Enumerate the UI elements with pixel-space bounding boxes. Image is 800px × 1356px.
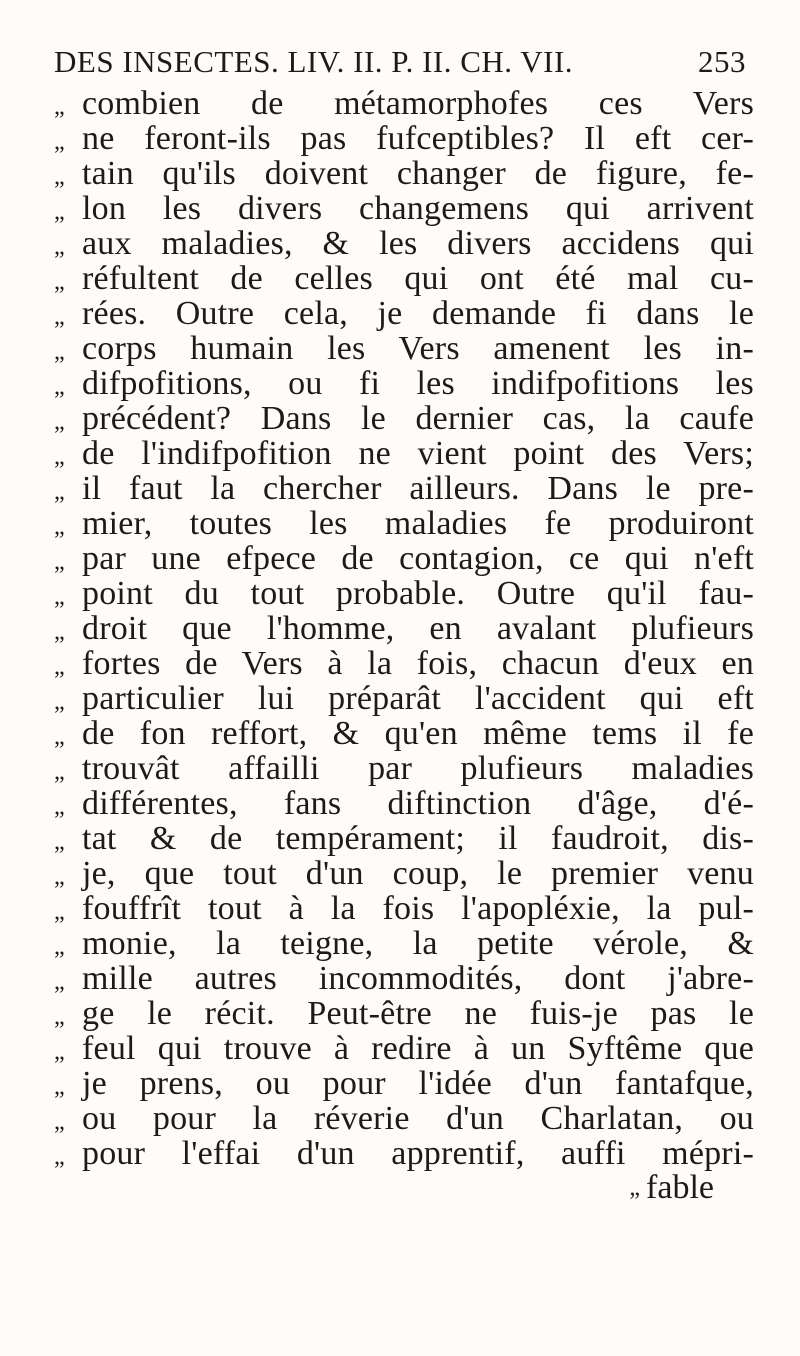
- quote-mark: „: [54, 164, 65, 190]
- book-page: [54, 42, 754, 1205]
- quote-mark: „: [54, 1074, 65, 1100]
- text-line: [54, 786, 754, 821]
- text-line: [54, 261, 754, 296]
- quote-mark: „: [54, 1109, 65, 1135]
- quote-mark: „: [54, 514, 65, 540]
- text-line: [54, 751, 754, 786]
- running-title: DES INSECTES. LIV. II. P. II. CH. VII.: [54, 44, 574, 79]
- body-text: [54, 86, 754, 1171]
- text-line: [54, 1031, 754, 1066]
- text-line: [54, 681, 754, 716]
- line-text: précédent? Dans le dernier cas, la caufe: [82, 400, 754, 437]
- line-text: il faut la chercher ailleurs. Dans le pre-: [82, 470, 754, 507]
- quote-mark: „: [54, 829, 65, 855]
- text-line: [54, 996, 754, 1031]
- line-text: de l'indifpofition ne vient point des Vers;: [82, 435, 754, 472]
- text-line: [54, 86, 754, 121]
- quote-mark: „: [629, 1175, 641, 1201]
- line-text: tain qu'ils doivent changer de figure, fe-: [82, 155, 754, 192]
- line-text: aux maladies, & les divers accidens qui: [82, 225, 754, 262]
- quote-mark: „: [54, 934, 65, 960]
- quote-mark: „: [54, 479, 65, 505]
- text-line: [54, 716, 754, 751]
- text-line: [54, 1066, 754, 1101]
- catchword-row: [54, 1171, 754, 1205]
- line-text: feul qui trouve à redire à un Syftême que: [82, 1030, 754, 1067]
- quote-mark: „: [54, 304, 65, 330]
- text-line: [54, 926, 754, 961]
- line-text: droit que l'homme, en avalant plufieurs: [82, 610, 754, 647]
- text-line: [54, 576, 754, 611]
- line-text: point du tout probable. Outre qu'il fau-: [82, 575, 754, 612]
- quote-mark: „: [54, 199, 65, 225]
- line-text: par une efpece de contagion, ce qui n'eft: [82, 540, 754, 577]
- line-text: monie, la teigne, la petite vérole, &: [82, 925, 754, 962]
- text-line: [54, 436, 754, 471]
- text-line: [54, 191, 754, 226]
- quote-mark: „: [54, 234, 65, 260]
- quote-mark: „: [54, 864, 65, 890]
- line-text: tat & de tempérament; il faudroit, dis-: [82, 820, 754, 857]
- quote-mark: „: [54, 1039, 65, 1065]
- line-text: rées. Outre cela, je demande fi dans le: [82, 295, 754, 332]
- text-line: [54, 296, 754, 331]
- text-line: [54, 331, 754, 366]
- text-line: [54, 541, 754, 576]
- line-text: fortes de Vers à la fois, chacun d'eux en: [82, 645, 754, 682]
- quote-mark: „: [54, 339, 65, 365]
- quote-mark: „: [54, 689, 65, 715]
- line-text: trouvât affailli par plufieurs maladies: [82, 750, 754, 787]
- quote-mark: „: [54, 724, 65, 750]
- text-line: [54, 891, 754, 926]
- quote-mark: „: [54, 549, 65, 575]
- text-line: [54, 1101, 754, 1136]
- quote-mark: „: [54, 1004, 65, 1030]
- quote-mark: „: [54, 584, 65, 610]
- text-line: [54, 646, 754, 681]
- quote-mark: „: [54, 759, 65, 785]
- line-text: ne feront-ils pas fufceptibles? Il eft cer-: [82, 120, 754, 157]
- line-text: pour l'effai d'un apprentif, auffi mépri-: [82, 1135, 754, 1172]
- text-line: [54, 1136, 754, 1171]
- catchword: fable: [646, 1169, 714, 1206]
- quote-mark: „: [54, 129, 65, 155]
- quote-mark: „: [54, 794, 65, 820]
- line-text: combien de métamorphofes ces Vers: [82, 85, 754, 122]
- line-text: différentes, fans diftinction d'âge, d'é-: [82, 785, 754, 822]
- line-text: réfultent de celles qui ont été mal cu-: [82, 260, 754, 297]
- quote-mark: „: [54, 619, 65, 645]
- page-number: 253: [698, 44, 746, 79]
- text-line: [54, 961, 754, 996]
- line-text: je prens, ou pour l'idée d'un fantafque,: [82, 1065, 754, 1102]
- text-line: [54, 121, 754, 156]
- quote-mark: „: [54, 654, 65, 680]
- quote-mark: „: [54, 94, 65, 120]
- text-line: [54, 366, 754, 401]
- quote-mark: „: [54, 969, 65, 995]
- line-text: fouffrît tout à la fois l'apopléxie, la pul-: [82, 890, 754, 927]
- text-line: [54, 611, 754, 646]
- text-line: [54, 471, 754, 506]
- quote-mark: „: [54, 899, 65, 925]
- quote-mark: „: [54, 374, 65, 400]
- quote-mark: „: [54, 444, 65, 470]
- line-text: je, que tout d'un coup, le premier venu: [82, 855, 754, 892]
- line-text: difpofitions, ou fi les indifpofitions les: [82, 365, 754, 402]
- line-text: corps humain les Vers amenent les in-: [82, 330, 754, 367]
- quote-mark: „: [54, 1144, 65, 1170]
- line-text: de fon reffort, & qu'en même tems il fe: [82, 715, 754, 752]
- line-text: ge le récit. Peut-être ne fuis-je pas le: [82, 995, 754, 1032]
- text-line: [54, 821, 754, 856]
- line-text: lon les divers changemens qui arrivent: [82, 190, 754, 227]
- line-text: mier, toutes les maladies fe produiront: [82, 505, 754, 542]
- text-line: [54, 506, 754, 541]
- text-line: [54, 156, 754, 191]
- line-text: ou pour la réverie d'un Charlatan, ou: [82, 1100, 754, 1137]
- line-text: mille autres incommodités, dont j'abre-: [82, 960, 754, 997]
- text-line: [54, 226, 754, 261]
- line-text: particulier lui préparât l'accident qui eft: [82, 680, 754, 717]
- page-header: [54, 42, 754, 86]
- quote-mark: „: [54, 269, 65, 295]
- quote-mark: „: [54, 409, 65, 435]
- text-line: [54, 401, 754, 436]
- text-line: [54, 856, 754, 891]
